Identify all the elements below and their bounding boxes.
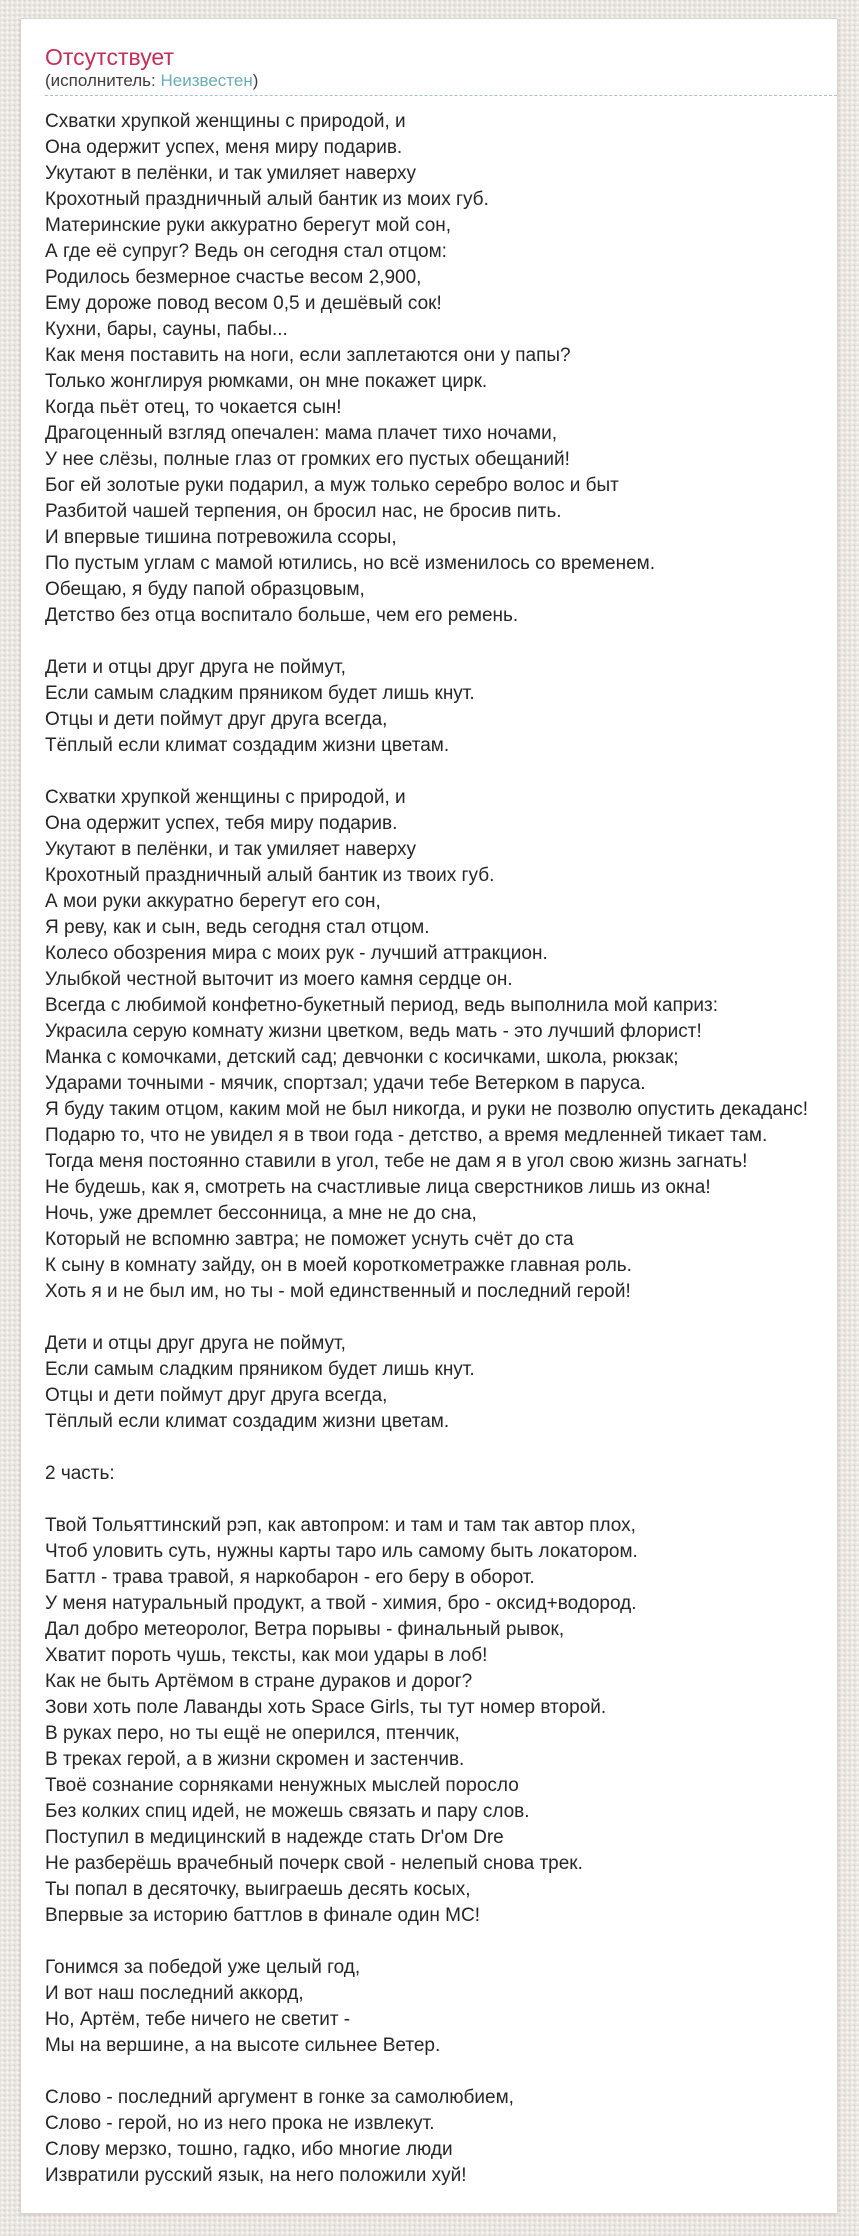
lyric-line: Если самым сладким пряником будет лишь кнут. — [45, 683, 475, 704]
lyric-line: Впервые за историю баттлов в финале один MC! — [45, 1905, 481, 1926]
stanza — [45, 1461, 813, 1487]
lyric-line: Крохотный праздничный алый бантик из твоих губ. — [45, 865, 495, 886]
lyric-line: Дети и отцы друг друга не поймут, — [45, 1333, 346, 1354]
lyric-line: А где её супруг? Ведь он сегодня стал отцом: — [45, 241, 447, 262]
lyric-line: Но, Артём, тебе ничего не светит - — [45, 2009, 351, 2030]
lyric-line: Подарю то, что не увидел я в твои года - детство, а время медленней тикает там. — [45, 1125, 768, 1146]
song-title: Отсутствует — [45, 44, 174, 70]
lyric-line: Родилось безмерное счастье весом 2,900, — [45, 267, 422, 288]
lyric-line: Ударами точными - мячик, спортзал; удачи тебе Ветерком в паруса. — [45, 1073, 646, 1094]
lyric-line: По пустым углам с мамой ютились, но всё изменилось со временем. — [45, 553, 656, 574]
lyric-line: Не будешь, как я, смотреть на счастливые лица сверстников лишь из окна! — [45, 1177, 711, 1198]
stanza — [45, 785, 813, 1305]
lyric-line: Который не вспомню завтра; не поможет уснуть счёт до ста — [45, 1229, 574, 1250]
lyric-line: Тёплый если климат создадим жизни цветам. — [45, 735, 450, 756]
lyric-line: Украсила серую комнату жизни цветком, ведь мать - это лучший флорист! — [45, 1021, 702, 1042]
lyric-line: Детство без отца воспитало больше, чем его ремень. — [45, 605, 519, 626]
lyric-line: Отцы и дети поймут друг друга всегда, — [45, 1385, 388, 1406]
lyric-line: Она одержит успех, тебя миру подарив. — [45, 813, 398, 834]
stanza — [45, 1513, 813, 1929]
lyric-line: Обещаю, я буду папой образцовым, — [45, 579, 365, 600]
lyric-line: Слову мерзко, тошно, гадко, ибо многие люди — [45, 2139, 453, 2160]
lyric-line: Гонимся за победой уже целый год, — [45, 1957, 361, 1978]
lyric-line: Ему дороже повод весом 0,5 и дешёвый сок! — [45, 293, 442, 314]
stanza — [45, 655, 813, 759]
lyric-line: Не разберёшь врачебный почерк свой - нелепый снова трек. — [45, 1853, 583, 1874]
lyric-line: И впервые тишина потревожила ссоры, — [45, 527, 397, 548]
artist-label: (исполнитель: — [45, 71, 161, 90]
lyric-line: Когда пьёт отец, то чокается сын! — [45, 397, 342, 418]
lyric-line: Без колких спиц идей, не можешь связать и пару слов. — [45, 1801, 530, 1822]
lyric-line: Только жонглируя рюмками, он мне покажет цирк. — [45, 371, 488, 392]
lyric-line: Твоё сознание сорняками ненужных мыслей поросло — [45, 1775, 519, 1796]
lyric-line: Как не быть Артёмом в стране дураков и дорог? — [45, 1671, 473, 1692]
lyric-line: Если самым сладким пряником будет лишь кнут. — [45, 1359, 475, 1380]
lyric-line: Хватит пороть чушь, тексты, как мои удары в лоб! — [45, 1645, 488, 1666]
artist-line — [45, 71, 837, 90]
stanza — [45, 1955, 813, 2059]
lyric-line: Я буду таким отцом, каким мой не был никогда, и руки не позволю опустить декаданс! — [45, 1099, 809, 1120]
lyric-line: Схватки хрупкой женщины с природой, и — [45, 111, 406, 132]
lyric-line: Улыбкой честной выточит из моего камня сердце он. — [45, 969, 513, 990]
lyric-line: Ты попал в десяточку, выиграешь десять косых, — [45, 1879, 471, 1900]
lyric-line: Мы на вершине, а на высоте сильнее Ветер. — [45, 2035, 441, 2056]
lyric-line: Хоть я и не был им, но ты - мой единственный и последний герой! — [45, 1281, 631, 1302]
lyric-line: Баттл - трава травой, я наркобарон - его беру в оборот. — [45, 1567, 535, 1588]
lyric-line: Колесо обозрения мира с моих рук - лучший аттракцион. — [45, 943, 548, 964]
stanza — [45, 109, 813, 629]
lyric-line: Поступил в медицинский в надежде стать Dr'ом Dre — [45, 1827, 504, 1848]
lyric-line: И вот наш последний аккорд, — [45, 1983, 304, 2004]
stanza — [45, 1331, 813, 1435]
lyric-line: Извратили русский язык, на него положили хуй! — [45, 2165, 467, 2186]
lyric-line: Я реву, как и сын, ведь сегодня стал отцом. — [45, 917, 430, 938]
lyric-line: Ночь, уже дремлет бессонница, а мне не до сна, — [45, 1203, 477, 1224]
stanza — [45, 2085, 813, 2189]
lyric-line: Твой Тольяттинский рэп, как автопром: и там и там так автор плох, — [45, 1515, 636, 1536]
lyric-line: К сыну в комнату зайду, он в моей короткометражке главная роль. — [45, 1255, 632, 1276]
lyric-line: Тёплый если климат создадим жизни цветам. — [45, 1411, 450, 1432]
lyric-line: Тогда меня постоянно ставили в угол, тебе не дам я в угол свою жизнь загнать! — [45, 1151, 748, 1172]
artist-line-suffix: ) — [252, 71, 259, 90]
artist-link[interactable]: Неизвестен — [160, 71, 253, 90]
lyric-line: Всегда с любимой конфетно-букетный период, ведь выполнила мой каприз: — [45, 995, 719, 1016]
lyric-line: Зови хоть поле Лаванды хоть Space Girls, ты тут номер второй. — [45, 1697, 607, 1718]
lyric-line: Бог ей золотые руки подарил, а муж только серебро волос и быт — [45, 475, 619, 496]
lyric-line: Кухни, бары, сауны, пабы... — [45, 319, 288, 340]
lyric-line: Материнские руки аккуратно берегут мой сон, — [45, 215, 452, 236]
lyric-line: У меня натуральный продукт, а твой - химия, бро - оксид+водород. — [45, 1593, 637, 1614]
lyric-line: Драгоценный взгляд опечален: мама плачет тихо ночами, — [45, 423, 558, 444]
lyric-line: Укутают в пелёнки, и так умиляет наверху — [45, 839, 416, 860]
lyrics — [45, 109, 813, 2189]
song-header — [45, 43, 837, 96]
lyric-line: Разбитой чашей терпения, он бросил нас, не бросив пить. — [45, 501, 562, 522]
lyric-line: Схватки хрупкой женщины с природой, и — [45, 787, 406, 808]
lyric-line: Слово - герой, но из него прока не извлекут. — [45, 2113, 435, 2134]
lyric-line: Она одержит успех, меня миру подарив. — [45, 137, 403, 158]
lyric-line: Как меня поставить на ноги, если заплетаются они у папы? — [45, 345, 571, 366]
lyric-line: В руках перо, но ты ещё не оперился, птенчик, — [45, 1723, 460, 1744]
lyric-line: А мои руки аккуратно берегут его сон, — [45, 891, 381, 912]
lyric-line: Чтоб уловить суть, нужны карты таро иль самому быть локатором. — [45, 1541, 638, 1562]
lyric-line: Отцы и дети поймут друг друга всегда, — [45, 709, 388, 730]
lyric-line: Укутают в пелёнки, и так умиляет наверху — [45, 163, 416, 184]
lyric-line: Манка с комочками, детский сад; девчонки с косичками, школа, рюкзак; — [45, 1047, 679, 1068]
lyric-line: У нее слёзы, полные глаз от громких его пустых обещаний! — [45, 449, 570, 470]
lyric-line: Дал добро метеоролог, Ветра порывы - финальный рывок, — [45, 1619, 565, 1640]
lyric-line: Крохотный праздничный алый бантик из моих губ. — [45, 189, 489, 210]
lyric-line: 2 часть: — [45, 1463, 115, 1484]
lyric-line: Слово - последний аргумент в гонке за самолюбием, — [45, 2087, 514, 2108]
lyric-line: В треках герой, а в жизни скромен и застенчив. — [45, 1749, 465, 1770]
lyrics-card — [20, 18, 838, 2214]
lyric-line: Дети и отцы друг друга не поймут, — [45, 657, 346, 678]
